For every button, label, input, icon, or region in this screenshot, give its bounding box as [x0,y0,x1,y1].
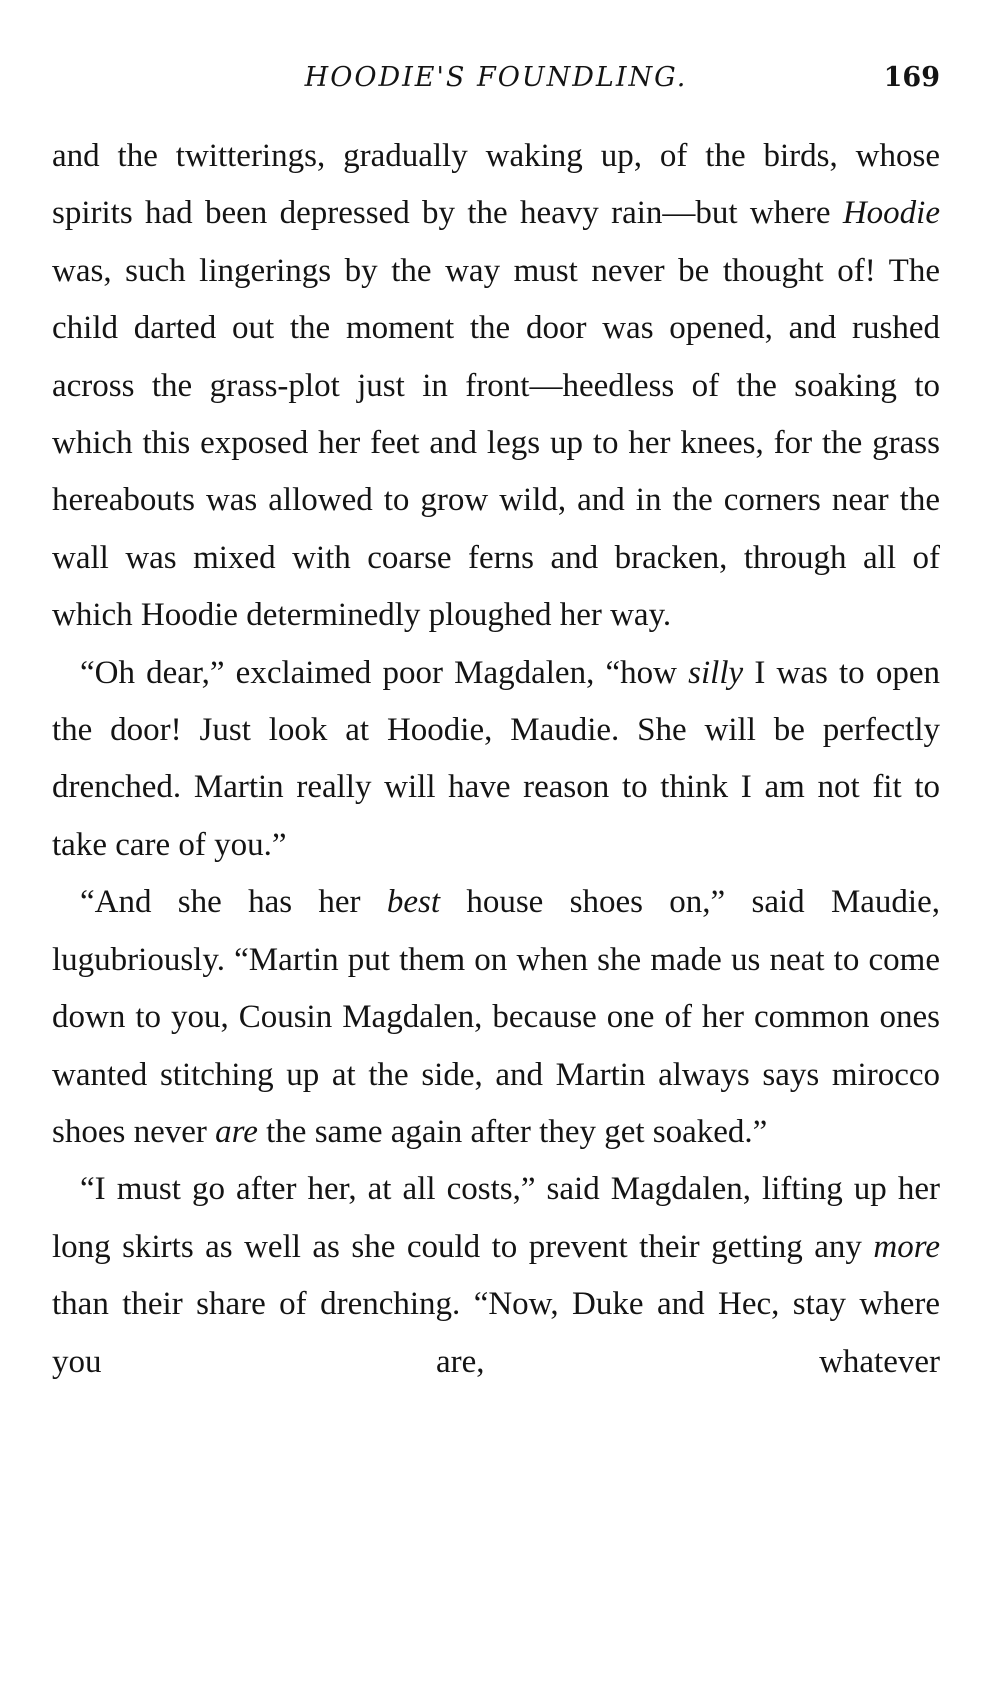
running-title: HOODIE'S FOUNDLING. [304,62,688,93]
italic-text-run: Hoodie [842,195,940,232]
italic-text-run: silly [688,654,744,691]
paragraph [52,645,940,875]
text-run: I was to open the door! Just look at Hoodie, Maudie. She will be perfectly drenched. Martin really will have reason to think I am not fit to take care of you.” [52,654,940,863]
text-run: was, such lingerings by the way must never be thought of! The child darted out the moment the door was opened, and rushed across the grass-plot just in front—heedless of the soaking to which this exposed her feet and legs up to her knees, for the grass hereabouts was allowed to grow wild, and in the corners near the wall was mixed with coarse ferns and bracken, through all of which Hoodie determinedly ploughed her way. [52,252,940,634]
running-head [52,62,940,102]
text-run: and the twitterings, gradually waking up, of the birds, whose spirits had been depressed by the heavy rain—but where [52,138,940,232]
text-run: “I must go after her, at all costs,” said Magdalen, lifting up her long skirts as well as she could to prevent their getting any [52,1171,940,1265]
italic-text-run: best [386,884,441,921]
body-text [52,128,940,1391]
italic-text-run: are [215,1113,258,1150]
page-number: 169 [883,62,940,93]
text-run: “Oh dear,” exclaimed poor Magdalen, “how [80,654,689,691]
paragraph [52,874,940,1161]
italic-text-run: more [873,1228,940,1265]
text-run: house shoes on,” said Maudie, lugubriously. “Martin put them on when she made us neat to come down to you, Cousin Magdalen, because one of her common ones wanted stitching up at the side, and Martin always says mirocco shoes never [52,884,940,1150]
paragraph [52,1161,940,1391]
text-run: than their share of drenching. “Now, Duke and Hec, stay where you are, whatever [52,1286,940,1380]
text-run: “And she has her [80,884,387,921]
paragraph [52,128,940,645]
text-run: the same again after they get soaked.” [257,1113,768,1150]
